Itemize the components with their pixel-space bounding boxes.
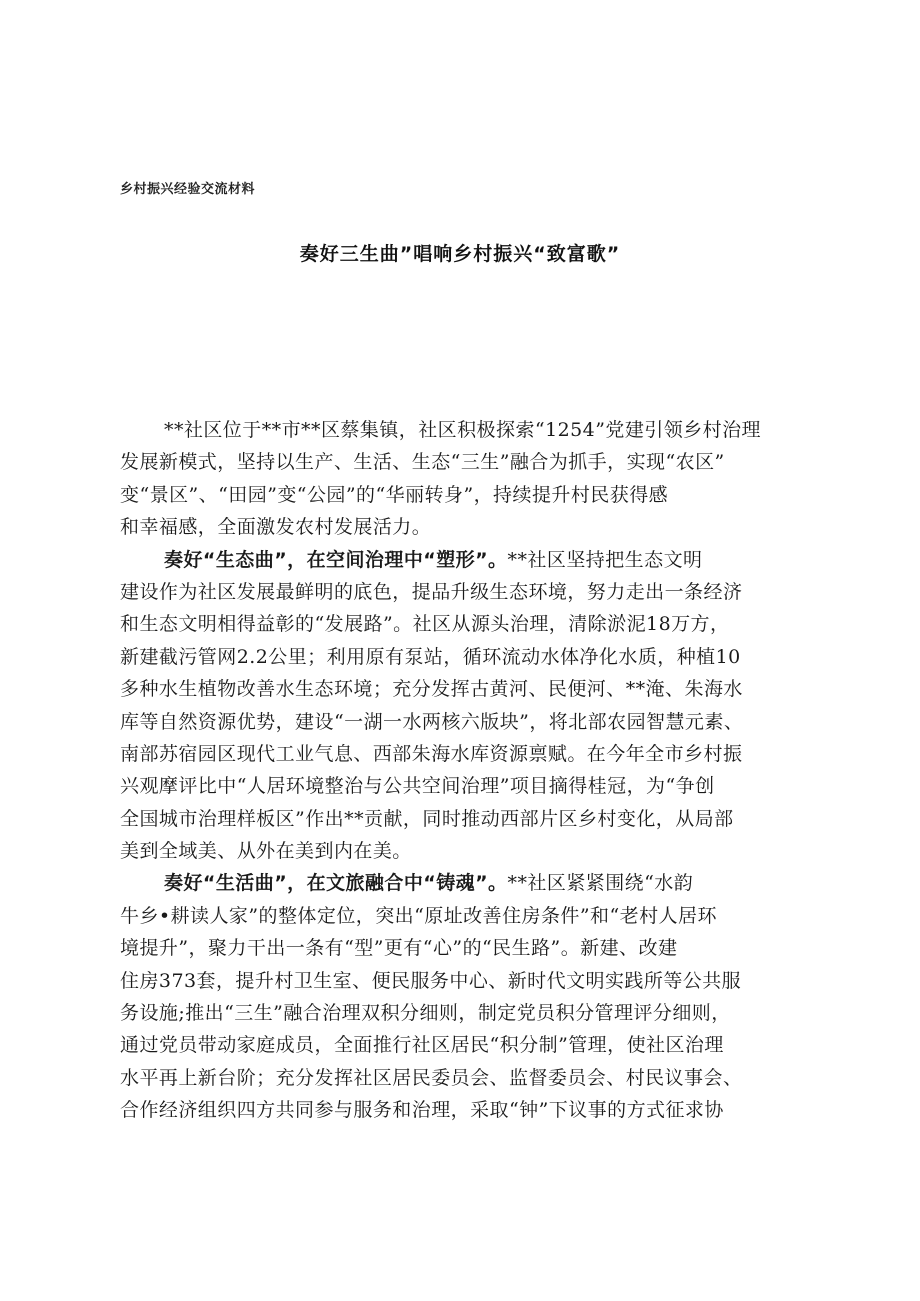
document-title: 奏好三生曲”唱响乡村振兴“致富歌” bbox=[299, 243, 621, 265]
paragraph-2-line-4: 新建截污管网2.2公里；利用原有泵站，循环流动水体净化水质，种植10 bbox=[120, 645, 741, 668]
paragraph-3-line-3: 境提升”，聚力干出一条有“型”更有“心”的“民生路”。新建、改建 bbox=[120, 937, 678, 960]
paragraph-2-line-6: 库等自然资源优势，建设“一湖一水两核六版块”，将北部农园智慧元素、 bbox=[120, 710, 744, 733]
document-category-label: 乡村振兴经验交流材料 bbox=[120, 182, 256, 197]
paragraph-3-line-6: 通过党员带动家庭成员，全面推行社区居民“积分制”管理，使社区治理 bbox=[120, 1034, 724, 1057]
paragraph-3-line-1-text: **社区紧紧围绕“水韵 bbox=[507, 872, 694, 895]
paragraph-2-line-3: 和生态文明相得益彰的“发展路”。社区从源头治理，清除淤泥18万方， bbox=[120, 613, 730, 636]
paragraph-2-line-1 bbox=[120, 544, 822, 576]
paragraph-3-line-7: 水平再上新台阶；充分发挥社区居民委员会、监督委员会、村民议事会、 bbox=[120, 1066, 743, 1089]
paragraph-2-line-5: 多种水生植物改善水生态环境；充分发挥古黄河、民便河、**淹、朱海水 bbox=[120, 678, 743, 701]
paragraph-3-heading: 奏好“生活曲”，在文旅融合中“铸魂”。 bbox=[164, 872, 508, 895]
paragraph-2-line-1-text: **社区坚持把生态文明 bbox=[507, 548, 703, 571]
paragraph-2-line-2: 建设作为社区发展最鲜明的底色，提品升级生态环境，努力走出一条经济 bbox=[120, 580, 743, 603]
paragraph-3-line-2: 牛乡•耕读人家”的整体定位，突出“原址改善住房条件”和“老村人居环 bbox=[120, 904, 717, 927]
document-body bbox=[120, 414, 822, 1127]
paragraph-3-line-1 bbox=[120, 867, 822, 899]
paragraph-3-line-8: 合作经济组织四方共同参与服务和治理，采取“钟”下议事的方式征求协 bbox=[120, 1099, 724, 1122]
paragraph-2-heading: 奏好“生态曲”，在空间治理中“塑形”。 bbox=[164, 548, 508, 571]
paragraph-2-line-10: 美到全域美、从外在美到内在美。 bbox=[120, 840, 412, 863]
paragraph-1-line-3: 变“景区”、“田园”变“公园”的“华丽转身”，持续提升村民获得感 bbox=[120, 483, 669, 506]
paragraph-3-line-4: 住房373套，提升村卫生室、便民服务中心、新时代文明实践所等公共服 bbox=[120, 969, 742, 992]
paragraph-2-line-7: 南部苏宿园区现代工业气息、西部朱海水库资源禀赋。在今年全市乡村振 bbox=[120, 742, 743, 765]
paragraph-3-line-5: 务设施;推出“三生”融合治理双积分细则，制定党员积分管理评分细则， bbox=[120, 1002, 731, 1025]
paragraph-2-line-9: 全国城市治理样板区”作出**贡献，同时推动西部片区乡村变化，从局部 bbox=[120, 807, 734, 830]
paragraph-2-line-8: 兴观摩评比中“人居环境整治与公共空间治理”项目摘得桂冠，为“争创 bbox=[120, 775, 715, 798]
paragraph-1-line-4: 和幸福感，全面激发农村发展活力。 bbox=[120, 516, 432, 539]
paragraph-1-line-1: **社区位于**市**区蔡集镇，社区积极探索“1254”党建引领乡村治理 bbox=[164, 419, 761, 441]
paragraph-1-line-2: 发展新模式，坚持以生产、生活、生态“三生”融合为抓手，实现“农区” bbox=[120, 451, 725, 474]
